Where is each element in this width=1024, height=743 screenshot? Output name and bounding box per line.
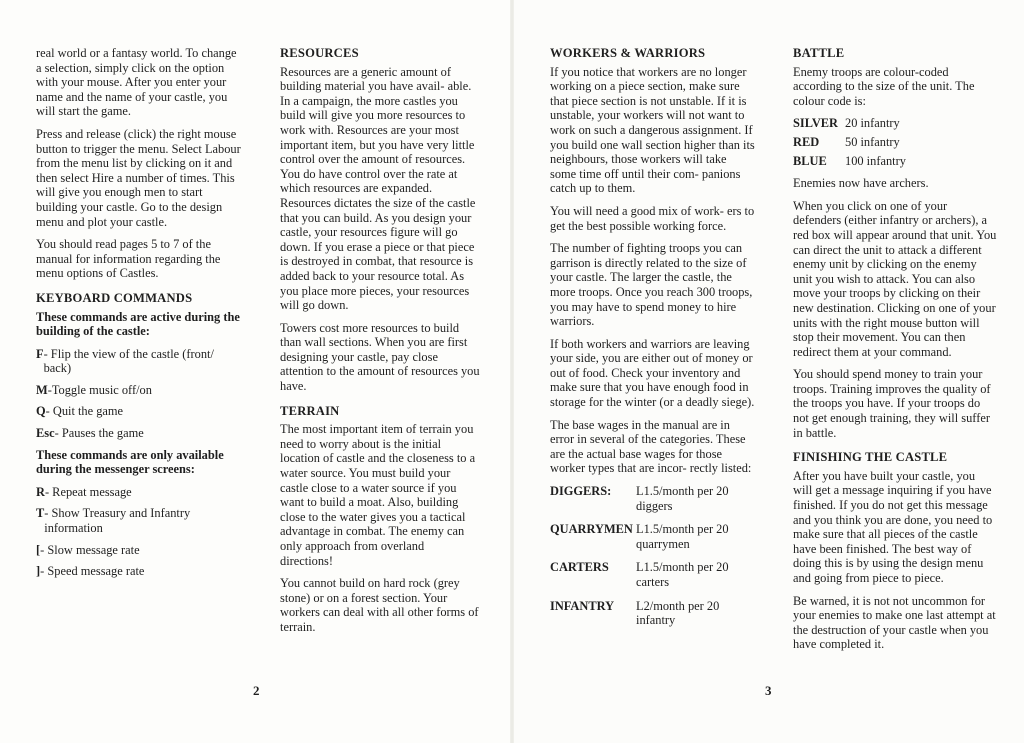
colour-name: RED bbox=[793, 134, 820, 149]
command-item bbox=[36, 404, 242, 419]
paragraph: You will need a good mix of work- ers to get the best possible working force. bbox=[550, 203, 755, 233]
paragraph: You should spend money to train your troops. Training improves the quality of the troops you have. If your troops do not get enough training, they will suffer in battle. bbox=[793, 367, 991, 440]
paragraph: Be warned, it is not not uncommon for your enemies to make one last attempt at the destruction of your castle when you have completed it. bbox=[793, 593, 996, 652]
worker-wage: L2/month per 20 infantry bbox=[636, 598, 720, 628]
paragraph: real world or a fantasy world. To change a selection, simply click on the option with your mouse. After you enter your name and the name of your castle, you will start the game. bbox=[36, 46, 237, 119]
worker-wage: L1.5/month per 20 quarrymen bbox=[636, 522, 729, 551]
paragraph: You cannot build on hard rock (grey stone) or on a forest section. Your workers can deal with all other forms of terrain. bbox=[280, 576, 479, 634]
wage-row bbox=[550, 522, 755, 551]
paragraph: When you click on one of your defenders (either infantry or archers), a red box will appear around that unit. You can direct the unit to attack a different enemy unit by clicking on the enemy unit you wish to attack. You can also move your troops by clicking on their new destination. Clicking on one of your units with the right mouse button will stop their movement. You can then redirect them at your command. bbox=[793, 198, 997, 359]
command-item bbox=[36, 564, 242, 579]
colour-code-table bbox=[793, 116, 997, 168]
colour-value: 100 infantry bbox=[845, 153, 906, 168]
page-number-right: 3 bbox=[765, 683, 772, 698]
command-desc: - Slow message rate bbox=[40, 542, 140, 557]
command-item bbox=[36, 426, 242, 441]
command-key: ] bbox=[36, 564, 41, 579]
column-battle-finishing bbox=[793, 46, 997, 660]
command-key: Q bbox=[36, 404, 46, 419]
command-key: R bbox=[36, 484, 45, 499]
paragraph: The number of fighting troops you can garrison is directly related to the size of your castle. The larger the castle, the more troops. Once you reach 300 troops, you may have to spend money to hire warriors. bbox=[550, 241, 753, 329]
command-key: F bbox=[36, 346, 44, 361]
paragraph: Press and release (click) the right mouse button to trigger the menu. Select Labour from the menu list by clicking on it and then select Hire a number of times. This will give you enough men to start building your castle. Go to the design menu and plot your castle. bbox=[36, 126, 241, 229]
command-item bbox=[36, 543, 242, 558]
keyboard-commands-heading: KEYBOARD COMMANDS bbox=[36, 290, 193, 305]
battle-heading: BATTLE bbox=[793, 46, 845, 60]
page-gutter bbox=[510, 0, 514, 743]
finishing-heading: FINISHING THE CASTLE bbox=[793, 450, 948, 465]
paragraph: The most important item of terrain you need to worry about is the initial location of castle and the closeness to a water source. You must build your castle close to a water source if you want to build a moat. Also, building close to the water gives you a tactical advantage in combat. The enemy can only approach from overland directions! bbox=[280, 422, 476, 568]
column-workers-warriors bbox=[550, 46, 755, 637]
commands-intro-building: These commands are active during the building of the castle: bbox=[36, 309, 240, 339]
worker-type: QUARRYMEN bbox=[550, 522, 633, 537]
commands-intro-messenger: These commands are only available during the messenger screens: bbox=[36, 447, 224, 477]
colour-row bbox=[793, 116, 997, 131]
paragraph: You should read pages 5 to 7 of the manual for information regarding the menu options of Castles. bbox=[36, 237, 221, 281]
command-key: Esc bbox=[36, 426, 55, 441]
colour-value: 50 infantry bbox=[845, 134, 900, 149]
worker-wage: L1.5/month per 20 carters bbox=[636, 560, 729, 589]
command-item bbox=[36, 485, 242, 500]
command-desc: - Flip the view of the castle (front/ back) bbox=[43, 346, 214, 376]
command-desc: - Quit the game bbox=[45, 404, 124, 419]
paragraph: After you have built your castle, you will get a message inquiring if you have finished. If you do not get this message and you think you are done, you need to make sure that all pieces of the castle have been finished. The best way of doing this is by using the design menu and going from piece to piece. bbox=[793, 468, 993, 585]
command-key: [ bbox=[36, 542, 41, 557]
command-item bbox=[36, 383, 242, 398]
command-desc: - Repeat message bbox=[44, 484, 132, 499]
paragraph: Enemies now have archers. bbox=[793, 176, 929, 191]
terrain-heading: TERRAIN bbox=[280, 403, 340, 418]
paragraph: If both workers and warriors are leaving your side, you are either out of money or out of food. Check your inventory and make sure that you have enough food in storage for the winter (or a deadly siege). bbox=[550, 336, 755, 410]
command-desc: -Toggle music off/on bbox=[47, 382, 152, 397]
colour-row bbox=[793, 154, 997, 169]
paragraph: Enemy troops are colour-coded according to the size of the unit. The colour code is: bbox=[793, 64, 975, 108]
command-desc: - Pauses the game bbox=[54, 426, 144, 441]
wage-row bbox=[550, 599, 755, 628]
worker-type: INFANTRY bbox=[550, 598, 615, 613]
worker-type: DIGGERS: bbox=[550, 484, 612, 499]
command-key: T bbox=[36, 506, 45, 521]
command-desc: - Show Treasury and Infantry information bbox=[44, 506, 191, 536]
column-resources-terrain bbox=[280, 46, 480, 643]
workers-warriors-heading: WORKERS & WARRIORS bbox=[550, 46, 706, 60]
colour-row bbox=[793, 135, 997, 150]
page-number-left: 2 bbox=[253, 683, 260, 698]
colour-name: BLUE bbox=[793, 153, 827, 168]
wage-row bbox=[550, 560, 755, 589]
command-desc: - Speed message rate bbox=[40, 564, 145, 579]
paragraph: If you notice that workers are no longer working on a piece section, make sure that piece section is not unstable. If it is unstable, your workers will not want to work on such a dangerous assignment. If you build one wall section higher than its neighbours, those workers will take some time off until their com- panions catch up to them. bbox=[550, 64, 755, 196]
command-item bbox=[36, 506, 242, 535]
worker-type: CARTERS bbox=[550, 560, 609, 575]
colour-name: SILVER bbox=[793, 116, 838, 131]
command-key: M bbox=[36, 382, 48, 397]
command-item bbox=[36, 347, 242, 376]
resources-heading: RESOURCES bbox=[280, 46, 359, 60]
worker-wage: L1.5/month per 20 diggers bbox=[636, 484, 729, 513]
paragraph: The base wages in the manual are in error in several of the categories. These are the actual base wages for those worker types that are incor- rectly listed: bbox=[550, 417, 752, 476]
column-intro-keyboard bbox=[36, 46, 242, 586]
paragraph: Resources are a generic amount of building material you have avail- able. In a campaign, the more castles you build will give you more resources to work with. Resources are your most important item, but you have very little control over the amount of resources. You do have control over the rate at which resources are expanded. Resources dictates the size of the castle that you can build. As you design your castle, your resources figure will go down. If you erase a piece or that piece is destroyed in combat, that resource is added back to your resource total. As you place more pieces, your resources will go down. bbox=[280, 64, 476, 313]
wage-row bbox=[550, 484, 755, 513]
colour-value: 20 infantry bbox=[845, 116, 900, 131]
paragraph: Towers cost more resources to build than wall sections. When you are first designing your castle, pay close attention to the amount of resources you have. bbox=[280, 320, 480, 394]
